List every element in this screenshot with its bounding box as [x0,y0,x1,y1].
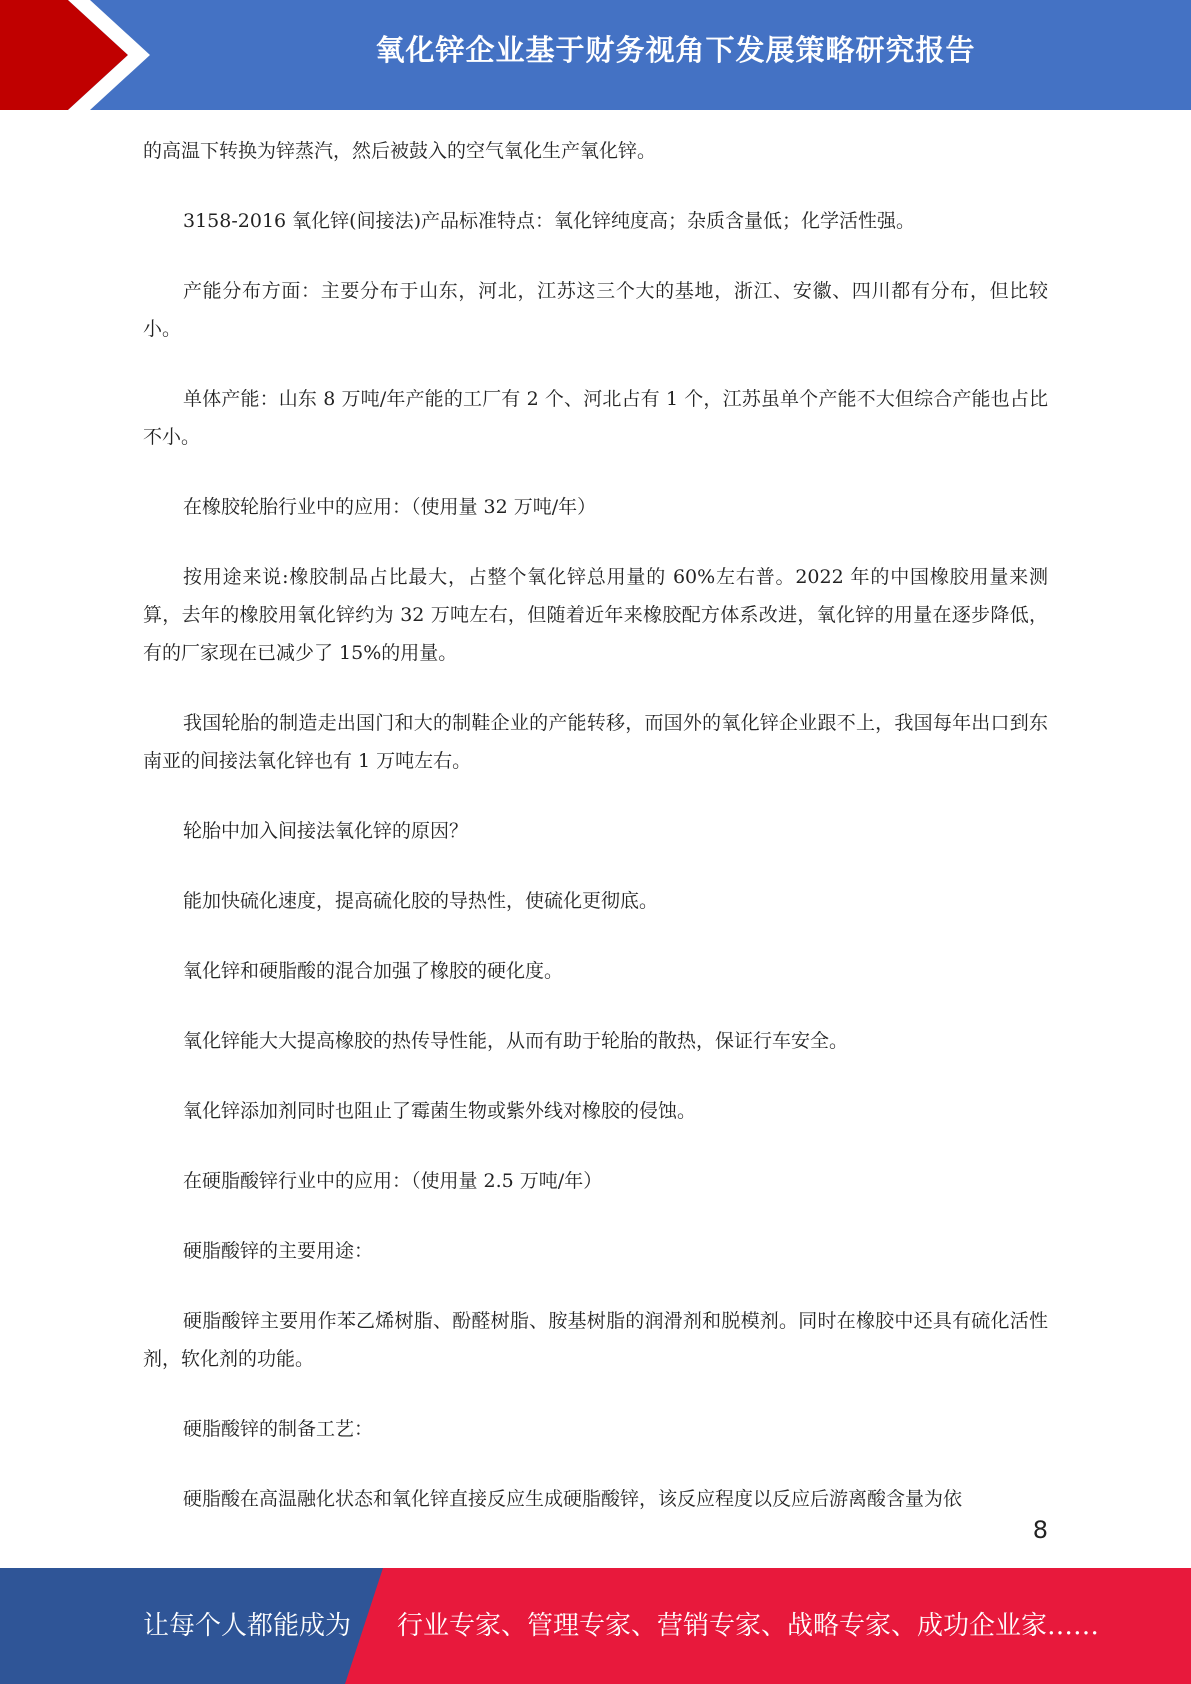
header-arrow-decoration [0,0,160,110]
paragraph: 硬脂酸锌的制备工艺： [183,1418,374,1440]
footer-slogan-left: 让每个人都能成为 [143,1611,352,1641]
paragraph: 氧化锌能大大提高橡胶的热传导性能，从而有助于轮胎的散热，保证行车安全。 [183,1030,849,1052]
paragraph: 硬脂酸在高温融化状态和氧化锌直接反应生成硬脂酸锌，该反应程度以反应后游离酸含量为依 [183,1488,963,1510]
report-title: 氧化锌企业基于财务视角下发展策略研究报告 [375,33,976,67]
paragraph: 在硬脂酸锌行业中的应用：（使用量 2.5 万吨/年） [183,1170,603,1192]
paragraph: 产能分布方面：主要分布于山东，河北，江苏这三个大的基地，浙江、安徽、四川都有分布，但比较小。 [143,280,1048,340]
document-body [143,132,1048,1550]
paragraph: 硬脂酸锌主要用作苯乙烯树脂、酚醛树脂、胺基树脂的润滑剂和脱模剂。同时在橡胶中还具有硫化活性剂，软化剂的功能。 [143,1310,1048,1370]
paragraph: 的高温下转换为锌蒸汽，然后被鼓入的空气氧化生产氧化锌。 [143,140,657,162]
page-number: 8 [1032,1516,1048,1544]
paragraph: 在橡胶轮胎行业中的应用：（使用量 32 万吨/年） [183,496,597,518]
paragraph: 我国轮胎的制造走出国门和大的制鞋企业的产能转移，而国外的氧化锌企业跟不上，我国每年出口到东南亚的间接法氧化锌也有 1 万吨左右。 [143,712,1048,772]
page-header [0,0,1191,110]
paragraph: 单体产能：山东 8 万吨/年产能的工厂有 2 个、河北占有 1 个，江苏虽单个产能不大但综合产能也占比不小。 [143,388,1048,448]
footer-slogan-right: 行业专家、管理专家、营销专家、战略专家、成功企业家…… [397,1611,1100,1641]
paragraph: 能加快硫化速度，提高硫化胶的导热性，使硫化更彻底。 [183,890,659,912]
paragraph: 按用途来说:橡胶制品占比最大，占整个氧化锌总用量的 60%左右普。2022 年的中国橡胶用量来测算，去年的橡胶用氧化锌约为 32 万吨左右，但随着近年来橡胶配方体系改进，氧化锌的用量在逐步降低，有的厂家现在已减少了 15%的用量。 [143,566,1048,664]
paragraph: 氧化锌添加剂同时也阻止了霉菌生物或紫外线对橡胶的侵蚀。 [183,1100,697,1122]
paragraph: 轮胎中加入间接法氧化锌的原因？ [183,820,469,842]
paragraph: 硬脂酸锌的主要用途： [183,1240,374,1262]
paragraph: 氧化锌和硬脂酸的混合加强了橡胶的硬化度。 [183,960,564,982]
paragraph: 3158-2016 氧化锌(间接法)产品标准特点：氧化锌纯度高；杂质含量低；化学活性强。 [183,210,915,232]
page-footer [0,1568,1191,1684]
